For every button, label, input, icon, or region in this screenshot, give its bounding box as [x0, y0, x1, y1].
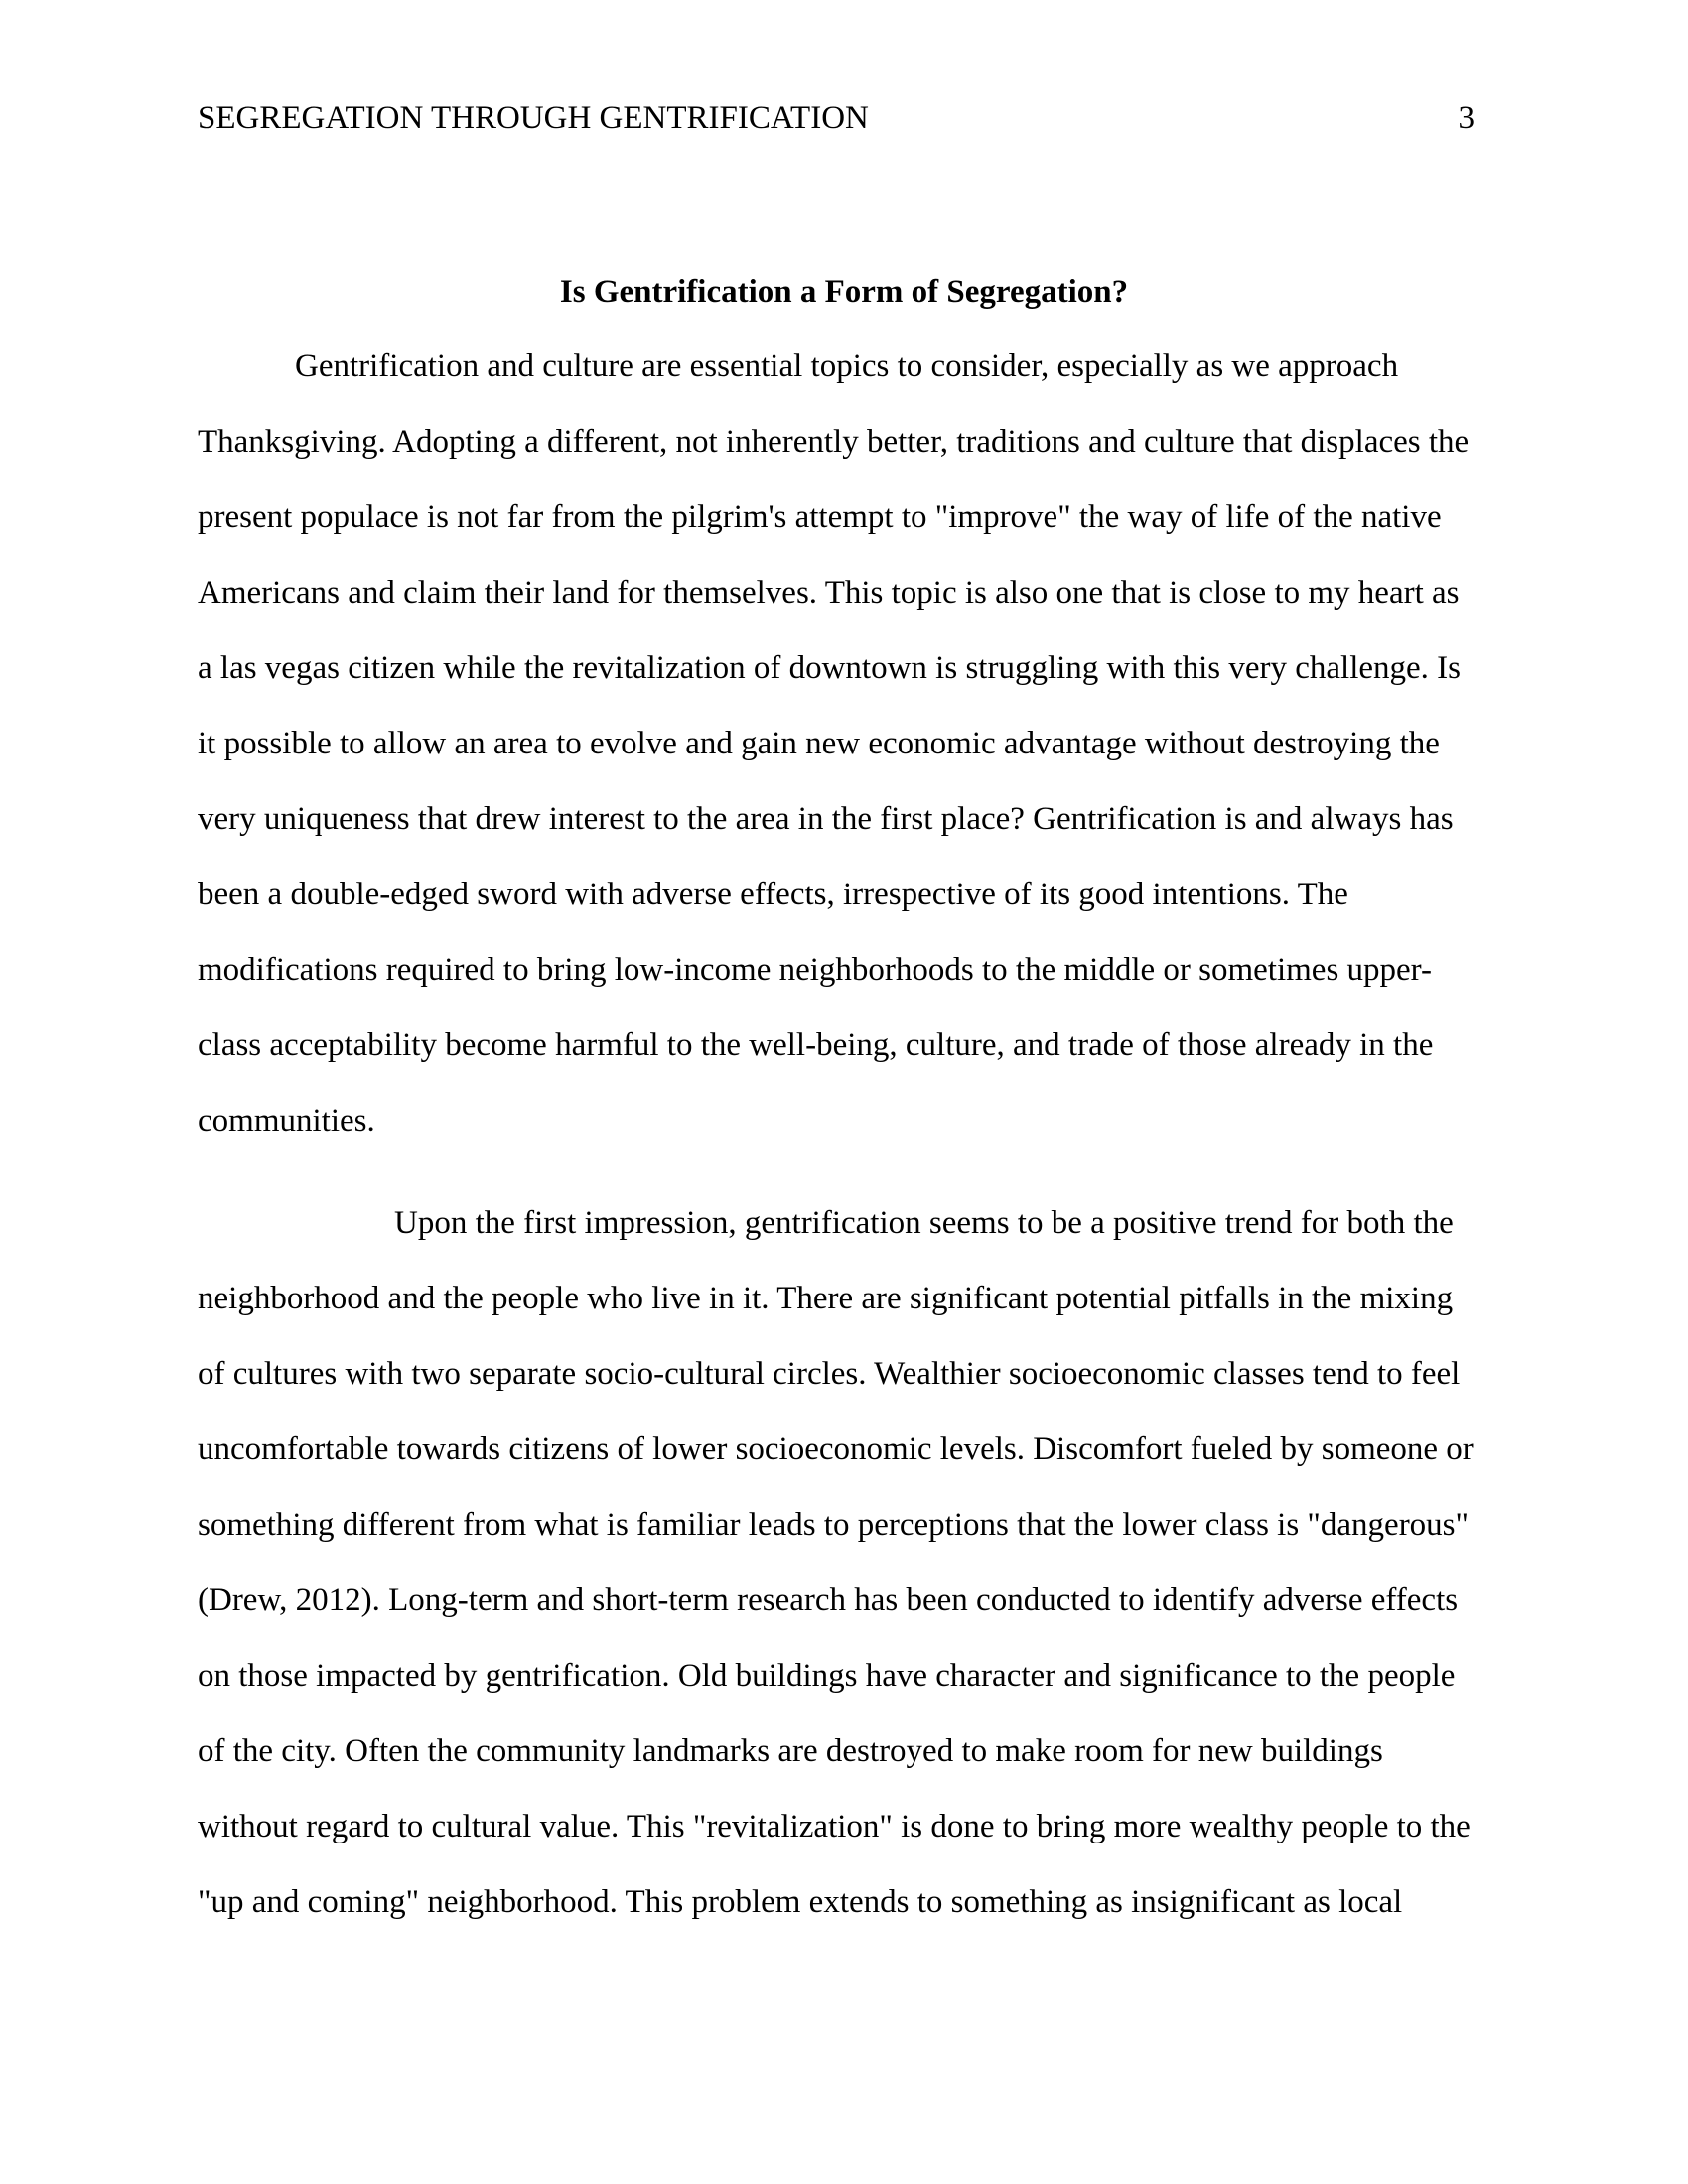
paragraph-1-line: it possible to allow an area to evolve and gain new economic advantage without destroying the	[198, 726, 1440, 761]
paragraph-2-line: neighborhood and the people who live in it. There are significant potential pitfalls in the mixing	[198, 1281, 1454, 1316]
paragraph-1-line: very uniqueness that drew interest to the area in the first place? Gentrification is and always has	[198, 801, 1454, 837]
paragraph-2-line: something different from what is familiar leads to perceptions that the lower class is "dangerous"	[198, 1507, 1469, 1543]
paragraph-2-line: on those impacted by gentrification. Old buildings have character and significance to the people	[198, 1658, 1456, 1694]
paragraph-1-line: Americans and claim their land for themselves. This topic is also one that is close to my heart as	[198, 575, 1460, 611]
paragraph-2-line: without regard to cultural value. This "revitalization" is done to bring more wealthy people to the	[198, 1809, 1471, 1844]
paragraph-1-line: communities.	[198, 1103, 375, 1139]
paragraph-1-line: Gentrification and culture are essential topics to consider, especially as we approach	[295, 348, 1399, 384]
paragraph-2-line: (Drew, 2012). Long-term and short-term research has been conducted to identify adverse effects	[198, 1582, 1459, 1618]
page-number: 3	[1458, 100, 1475, 136]
running-head: SEGREGATION THROUGH GENTRIFICATION	[198, 100, 869, 136]
paragraph-2-line: of cultures with two separate socio-cultural circles. Wealthier socioeconomic classes tend to feel	[198, 1356, 1461, 1392]
paragraph-1-line: been a double-edged sword with adverse effects, irrespective of its good intentions. The	[198, 877, 1348, 912]
paragraph-1-line: modifications required to bring low-income neighborhoods to the middle or sometimes upper-	[198, 952, 1432, 988]
paragraph-1-line: Thanksgiving. Adopting a different, not inherently better, traditions and culture that displaces the	[198, 424, 1470, 460]
paragraph-2-line: "up and coming" neighborhood. This problem extends to something as insignificant as local	[198, 1884, 1403, 1920]
paragraph-1-line: class acceptability become harmful to the well-being, culture, and trade of those already in the	[198, 1027, 1434, 1063]
page-title: Is Gentrification a Form of Segregation?	[559, 274, 1129, 310]
paragraph-2-line: of the city. Often the community landmarks are destroyed to make room for new buildings	[198, 1733, 1383, 1769]
paragraph-2-line: uncomfortable towards citizens of lower socioeconomic levels. Discomfort fueled by someone or	[198, 1432, 1474, 1467]
paragraph-1-line: present populace is not far from the pilgrim's attempt to "improve" the way of life of the native	[198, 499, 1442, 535]
paragraph-2-line: Upon the first impression, gentrification seems to be a positive trend for both the	[394, 1205, 1454, 1241]
paragraph-1-line: a las vegas citizen while the revitalization of downtown is struggling with this very challenge. Is	[198, 650, 1462, 686]
